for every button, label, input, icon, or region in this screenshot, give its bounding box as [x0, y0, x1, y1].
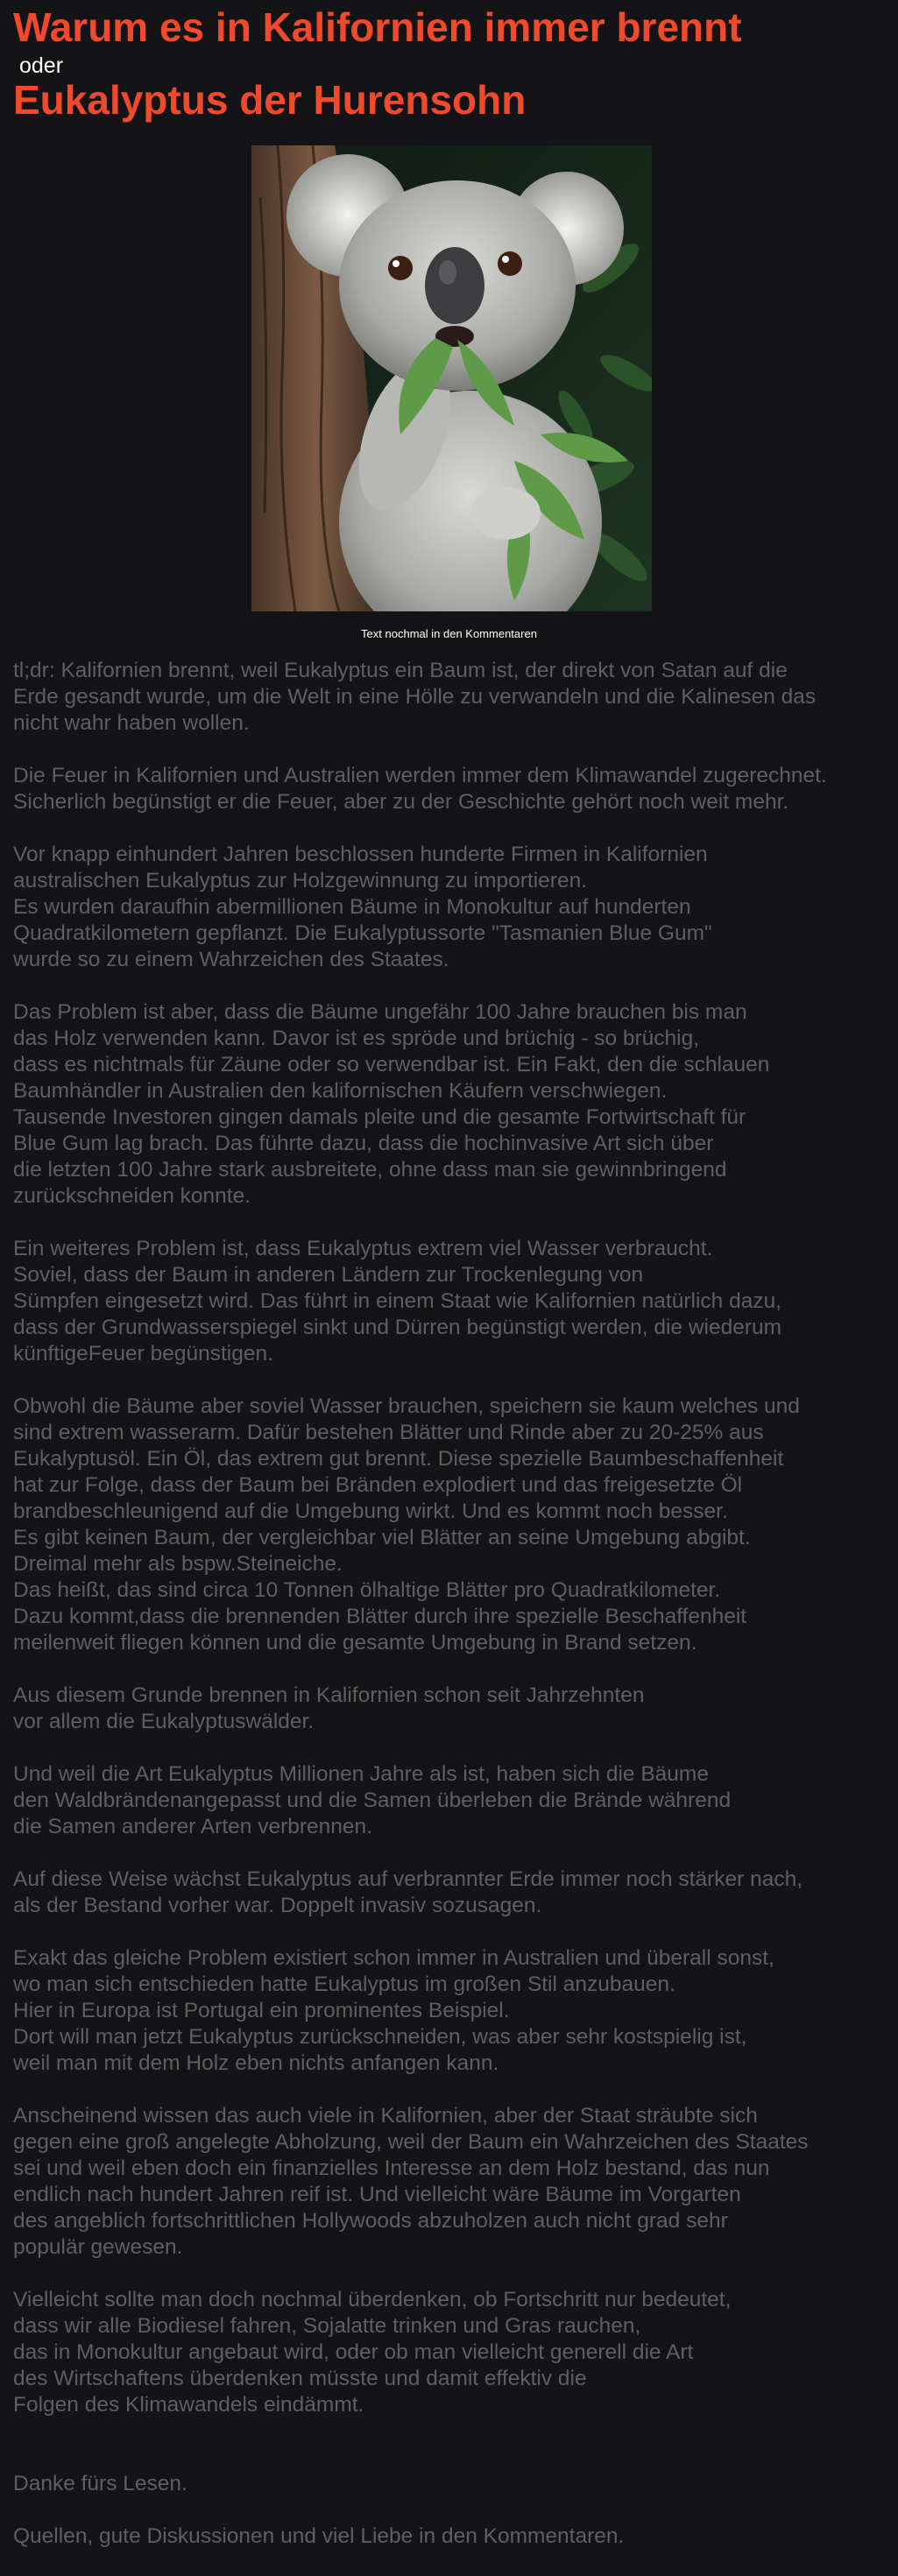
text-line: das in Monokultur angebaut wird, oder ob man vielleicht generell die Art	[13, 2340, 694, 2364]
text-line: tl;dr: Kalifornien brennt, weil Eukalyptus ein Baum ist, der direkt von Satan auf die	[13, 659, 788, 682]
paragraph	[13, 1761, 889, 1840]
text-line: das Holz verwenden kann. Davor ist es spröde und brüchig - so brüchig,	[13, 1027, 700, 1050]
paragraph	[13, 1236, 889, 1367]
text-line: sei und weil eben doch ein finanzielles Interesse an dem Holz bestand, das nun	[13, 2156, 770, 2180]
text-line: Danke fürs Lesen.	[13, 2472, 187, 2495]
text-line: Obwohl die Bäume aber soviel Wasser brauchen, speichern sie kaum welches und	[13, 1394, 800, 1418]
text-line: dass es nichtmals für Zäune oder so verwendbar ist. Ein Fakt, den die schlauen	[13, 1053, 770, 1076]
text-line: Das heißt, das sind circa 10 Tonnen ölhaltige Blätter pro Quadratkilometer.	[13, 1578, 721, 1602]
text-line: meilenweit fliegen können und die gesamte Umgebung in Brand setzen.	[13, 1631, 697, 1655]
paragraph	[13, 999, 889, 1210]
text-line: wo man sich entschieden hatte Eukalyptus im großen Stil anzubauen.	[13, 1973, 675, 1996]
text-line: zurückschneiden konnte.	[13, 1184, 251, 1208]
text-line: Baumhändler in Australien den kalifornischen Käufern verschwiegen.	[13, 1079, 668, 1103]
text-line: Auf diese Weise wächst Eukalyptus auf verbrannter Erde immer noch stärker nach,	[13, 1867, 803, 1891]
title-connector: oder	[19, 53, 64, 78]
image-caption: Text nochmal in den Kommentaren	[361, 627, 537, 640]
text-line: Die Feuer in Kalifornien und Australien werden immer dem Klimawandel zugerechnet.	[13, 764, 827, 787]
text-line: Eukalyptusöl. Ein Öl, das extrem gut brennt. Diese spezielle Baumbeschaffenheit	[13, 1447, 784, 1471]
text-line: hat zur Folge, dass der Baum bei Bränden explodiert und das freigesetzte Öl	[13, 1473, 743, 1497]
text-line: Aus diesem Grunde brennen in Kalifornien schon seit Jahrzehnten	[13, 1683, 645, 1707]
text-line: Dort will man jetzt Eukalyptus zurückschneiden, was aber sehr kostspielig ist,	[13, 2025, 747, 2049]
text-line: Quadratkilometern gepflanzt. Die Eukalyptussorte "Tasmanien Blue Gum"	[13, 921, 712, 945]
text-line: Es wurden daraufhin abermillionen Bäume in Monokultur auf hunderten	[13, 895, 691, 919]
text-line: den Waldbrändenangepasst und die Samen überleben die Brände während	[13, 1789, 732, 1812]
text-line: Erde gesandt wurde, um die Welt in eine Hölle zu verwandeln und die Kalinesen das	[13, 685, 817, 709]
paragraph-tldr	[13, 658, 889, 737]
text-line: die Samen anderer Arten verbrennen.	[13, 1815, 372, 1838]
text-line: Sicherlich begünstigt er die Feuer, aber zu der Geschichte gehört noch weit mehr.	[13, 790, 789, 814]
text-line: als der Bestand vorher war. Doppelt invasiv sozusagen.	[13, 1894, 542, 1917]
text-line: Das Problem ist aber, dass die Bäume ungefähr 100 Jahre brauchen bis man	[13, 1000, 747, 1024]
paragraph	[13, 842, 889, 973]
text-line: des angeblich fortschrittlichen Hollywoods abzuholzen auch nicht grad sehr	[13, 2209, 728, 2233]
text-line: Es gibt keinen Baum, der vergleichbar viel Blätter an seine Umgebung abgibt.	[13, 1526, 751, 1549]
text-line: des Wirtschaftens überdenken müsste und damit effektiv die	[13, 2367, 587, 2390]
text-line: weil man mit dem Holz eben nichts anfangen kann.	[13, 2051, 499, 2075]
text-line: die letzten 100 Jahre stark ausbreitete, ohne dass man sie gewinnbringend	[13, 1158, 727, 1182]
text-line: wurde so zu einem Wahrzeichen des Staates.	[13, 948, 449, 971]
post-title-line-1: Warum es in Kalifornien immer brennt	[13, 4, 742, 50]
text-line: brandbeschleunigend auf die Umgebung wirkt. Und es kommt noch besser.	[13, 1500, 728, 1523]
text-line: künftigeFeuer begünstigen.	[13, 1342, 273, 1366]
text-line: Exakt das gleiche Problem existiert schon immer in Australien und überall sonst,	[13, 1946, 774, 1970]
koala-photo	[251, 145, 652, 611]
text-line: Hier in Europa ist Portugal ein prominentes Beispiel.	[13, 1999, 510, 2022]
paragraph	[13, 1683, 889, 1735]
text-line: Vielleicht sollte man doch nochmal überdenken, ob Fortschritt nur bedeutet,	[13, 2288, 732, 2311]
text-line: Quellen, gute Diskussionen und viel Liebe in den Kommentaren.	[13, 2524, 625, 2548]
article-body	[13, 658, 889, 2576]
text-line: populär gewesen.	[13, 2235, 183, 2259]
text-line: Blue Gum lag brach. Das führte dazu, dass die hochinvasive Art sich über	[13, 1132, 714, 1155]
paragraph	[13, 2103, 889, 2261]
text-line: sind extrem wasserarm. Dafür bestehen Blätter und Rinde aber zu 20-25% aus	[13, 1421, 764, 1444]
text-line: Folgen des Klimawandels eindämmt.	[13, 2393, 364, 2417]
text-line: nicht wahr haben wollen.	[13, 711, 250, 735]
text-line: australischen Eukalyptus zur Holzgewinnung zu importieren.	[13, 869, 588, 893]
text-line: Dreimal mehr als bspw.Steineiche.	[13, 1552, 343, 1576]
paragraph	[13, 763, 889, 815]
text-line: gegen eine groß angelegte Abholzung, weil der Baum ein Wahrzeichen des Staates	[13, 2130, 809, 2154]
text-line: Dazu kommt,dass die brennenden Blätter durch ihre spezielle Beschaffenheit	[13, 1605, 747, 1628]
text-line: Vor knapp einhundert Jahren beschlossen hunderte Firmen in Kalifornien	[13, 843, 708, 866]
text-line: Anscheinend wissen das auch viele in Kalifornien, aber der Staat sträubte sich	[13, 2104, 758, 2128]
text-line: Ein weiteres Problem ist, dass Eukalyptus extrem viel Wasser verbraucht.	[13, 1237, 713, 1260]
paragraph	[13, 1867, 889, 1919]
text-line: Soviel, dass der Baum in anderen Ländern zur Trockenlegung von	[13, 1263, 644, 1287]
text-line: Sümpfen eingesetzt wird. Das führt in einem Staat wie Kalifornien natürlich dazu,	[13, 1289, 782, 1313]
text-line: vor allem die Eukalyptuswälder.	[13, 1710, 315, 1733]
paragraph	[13, 2287, 889, 2418]
text-line: endlich nach hundert Jahren reif ist. Und vielleicht wäre Bäume im Vorgarten	[13, 2183, 741, 2206]
paragraph	[13, 1394, 889, 1656]
paragraph-thanks	[13, 2471, 889, 2497]
post-title-line-2: Eukalyptus der Hurensohn	[13, 77, 527, 123]
text-line: dass der Grundwasserspiegel sinkt und Dürren begünstigt werden, die wiederum	[13, 1316, 782, 1339]
text-line: Und weil die Art Eukalyptus Millionen Jahre als ist, haben sich die Bäume	[13, 1762, 709, 1786]
paragraph-sources	[13, 2523, 889, 2550]
text-line: dass wir alle Biodiesel fahren, Sojalatte trinken und Gras rauchen,	[13, 2314, 641, 2338]
paragraph	[13, 1945, 889, 2077]
text-line: Tausende Investoren gingen damals pleite und die gesamte Fortwirtschaft für	[13, 1105, 746, 1129]
